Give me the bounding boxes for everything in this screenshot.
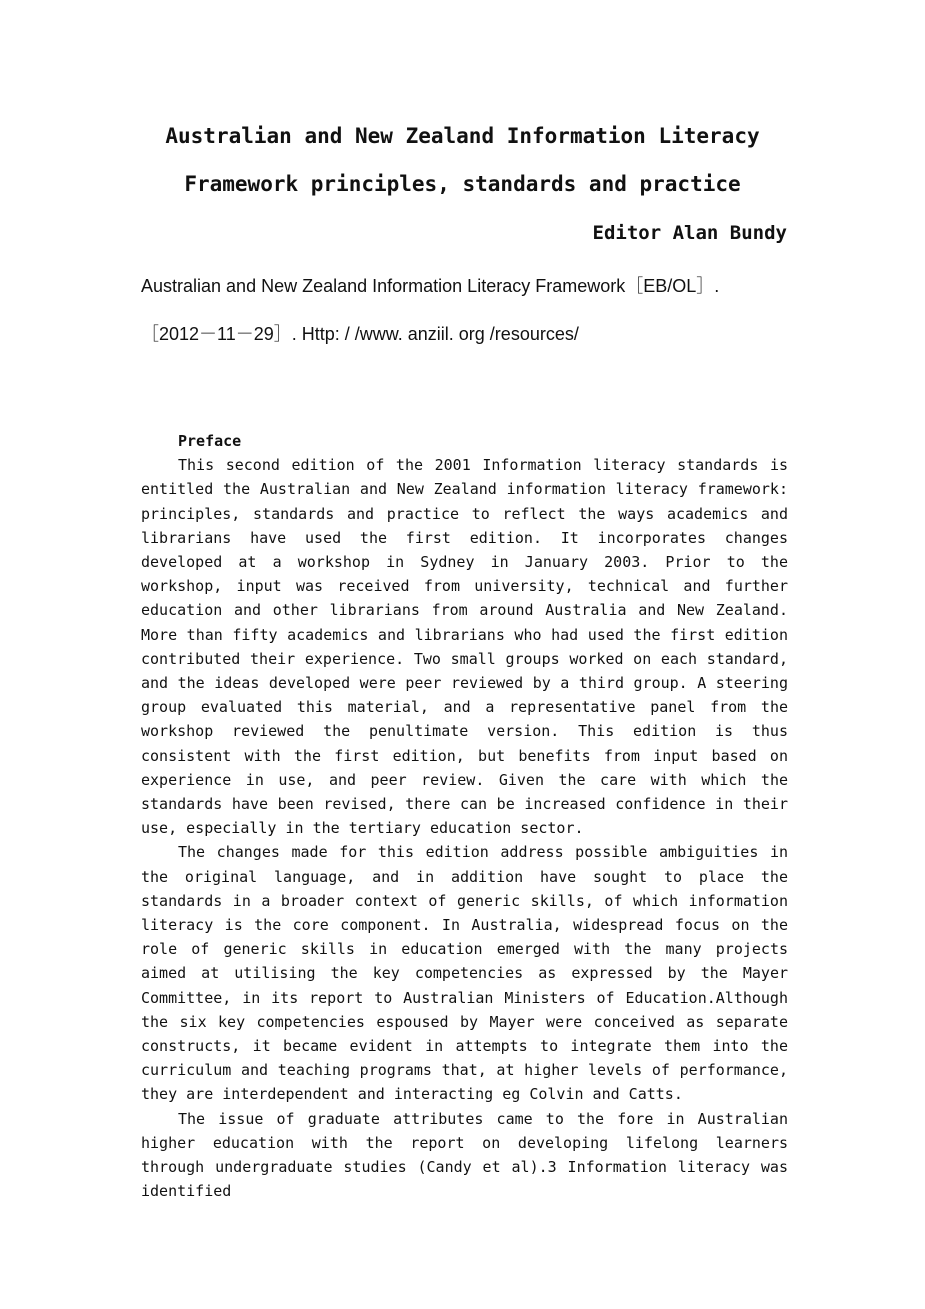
paragraph-3: The issue of graduate attributes came to the fore in Australian higher education with the report on developing lifelong learners through undergraduate studies (Candy et al).3 Information literacy was identified: [141, 1109, 788, 1201]
preface-body: [141, 429, 788, 1204]
document-title-line-2: Framework principles, standards and practice: [184, 172, 741, 196]
editor-credit: Editor Alan Bundy: [592, 222, 787, 244]
paragraph-2: The changes made for this edition address possible ambiguities in the original language, and in addition have sought to place the standards in a broader context of generic skills, of which information literacy is the core component. In Australia, widespread focus on the role of generic skills in education emerged with the many projects aimed at utilising the key competencies as expressed by the Mayer Committee, in its report to Australian Ministers of Education.Although the six key competencies espoused by Mayer were conceived as separate constructs, it became evident in attempts to integrate them into the curriculum and teaching programs that, at higher levels of performance, they are interdependent and interacting eg Colvin and Catts.: [141, 843, 788, 1104]
citation-line-2: ［2012－11－29］. Http: / /www. anziil. org /resources/: [141, 324, 579, 344]
paragraph-1: This second edition of the 2001 Information literacy standards is entitled the Australian and New Zealand information literacy framework: principles, standards and practice to reflect the ways academics and librarians have used the first edition. It incorporates changes developed at a workshop in Sydney in January 2003. Prior to the workshop, input was received from university, technical and further education and other librarians from around Australia and New Zealand. More than fifty academics and librarians who had used the first edition contributed their experience. Two small groups worked on each standard, and the ideas developed were peer reviewed by a third group. A steering group evaluated this material, and a representative panel from the workshop reviewed the penultimate version. This edition is thus consistent with the first edition, but benefits from input based on experience in use, and peer review. Given the care with which the standards have been revised, there can be increased confidence in their use, especially in the tertiary education sector.: [141, 456, 788, 838]
citation-line-1: Australian and New Zealand Information Literacy Framework［EB/OL］.: [141, 276, 720, 296]
document-title-line-1: Australian and New Zealand Information Literacy: [165, 124, 760, 148]
preface-heading: Preface: [178, 432, 242, 450]
